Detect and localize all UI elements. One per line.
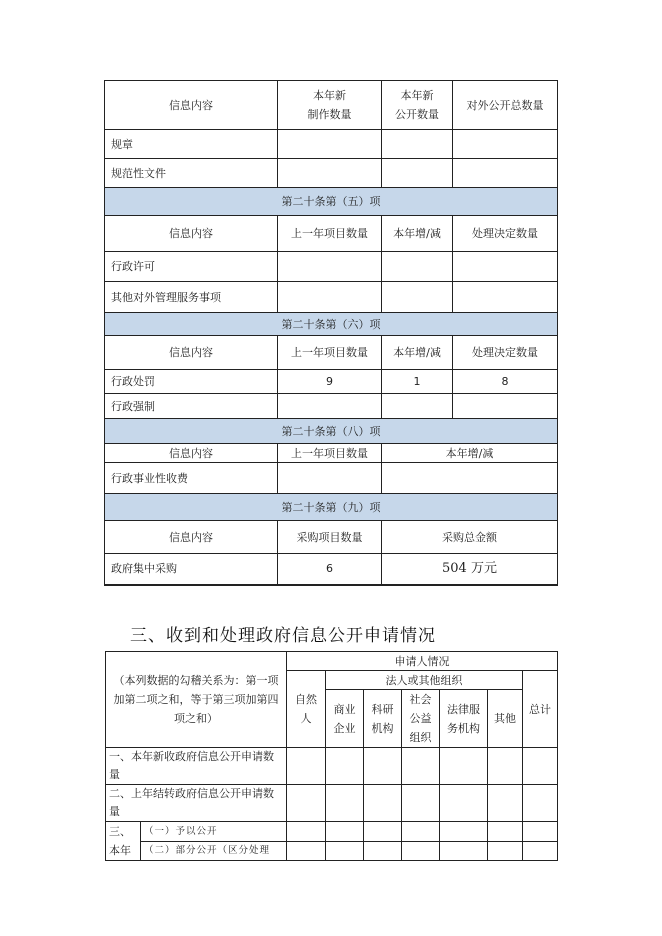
col-legal-service: 法律服务机构 [440,690,488,748]
section-band-6: 第二十条第（六）项 [105,313,558,336]
header-info-content: 信息内容 [105,216,278,252]
header-decision-count: 处理决定数量 [453,336,558,370]
legal-entity-header: 法人或其他组织 [326,671,523,690]
row-carried-over: 二、上年结转政府信息公开申请数量 [106,785,287,822]
header-change: 本年增/减 [382,444,558,463]
cell-decision-count: 8 [453,370,558,394]
header-info-content: 信息内容 [105,81,278,130]
cell-procurement-count: 6 [278,554,382,585]
header-decision-count: 处理决定数量 [453,216,558,252]
row-label-admin-license: 行政许可 [105,252,278,282]
header-last-year-count: 上一年项目数量 [278,444,382,463]
row-new-applications: 一、本年新收政府信息公开申请数量 [106,748,287,785]
row-label-other-services: 其他对外管理服务事项 [105,282,278,313]
col-public-welfare: 社会公益组织 [402,690,440,748]
applications-table [105,651,558,861]
header-procurement-count: 采购项目数量 [278,521,382,554]
row-label-gov-procurement: 政府集中采购 [105,554,278,585]
row-this-year-results: 三、本年 [106,822,141,861]
header-total-public: 对外公开总数量 [453,81,558,130]
note-cell: （本列数据的勾稽关系为：第一项加第二项之和，等于第三项加第四项之和） [106,652,287,748]
col-business: 商业企业 [326,690,364,748]
total-header: 总计 [523,671,558,748]
header-info-content: 信息内容 [105,336,278,370]
section-band-5: 第二十条第（五）项 [105,188,558,216]
row-label-admin-penalty: 行政处罚 [105,370,278,394]
header-change: 本年增/减 [382,216,453,252]
cell-change: 1 [382,370,453,394]
row-label-normative-docs: 规范性文件 [105,159,278,188]
statistics-table-1 [104,80,558,586]
header-last-year-count: 上一年项目数量 [278,336,382,370]
row-partially-disclosed: （二）部分公开（区分处理 [141,841,287,861]
header-info-content: 信息内容 [105,444,278,463]
row-label-regulations: 规章 [105,130,278,159]
cell-last-year-count: 9 [278,370,382,394]
header-procurement-amount: 采购总金额 [382,521,558,554]
section-band-8: 第二十条第（八）项 [105,419,558,444]
header-new-made: 本年新 制作数量 [278,81,382,130]
col-other: 其他 [488,690,523,748]
header-last-year-count: 上一年项目数量 [278,216,382,252]
section-band-9: 第二十条第（九）项 [105,494,558,521]
header-change: 本年增/减 [382,336,453,370]
row-label-admin-enforcement: 行政强制 [105,394,278,419]
cell-procurement-amount: 504 万元 [382,554,558,585]
col-research: 科研机构 [364,690,402,748]
applicant-header: 申请人情况 [287,652,558,671]
header-info-content: 信息内容 [105,521,278,554]
section-heading: 三、收到和处理政府信息公开申请情况 [130,626,436,646]
natural-person-header: 自然人 [287,671,326,748]
header-new-public: 本年新 公开数量 [382,81,453,130]
row-label-admin-fees: 行政事业性收费 [105,463,278,494]
row-disclosed: （一）予以公开 [141,822,287,842]
